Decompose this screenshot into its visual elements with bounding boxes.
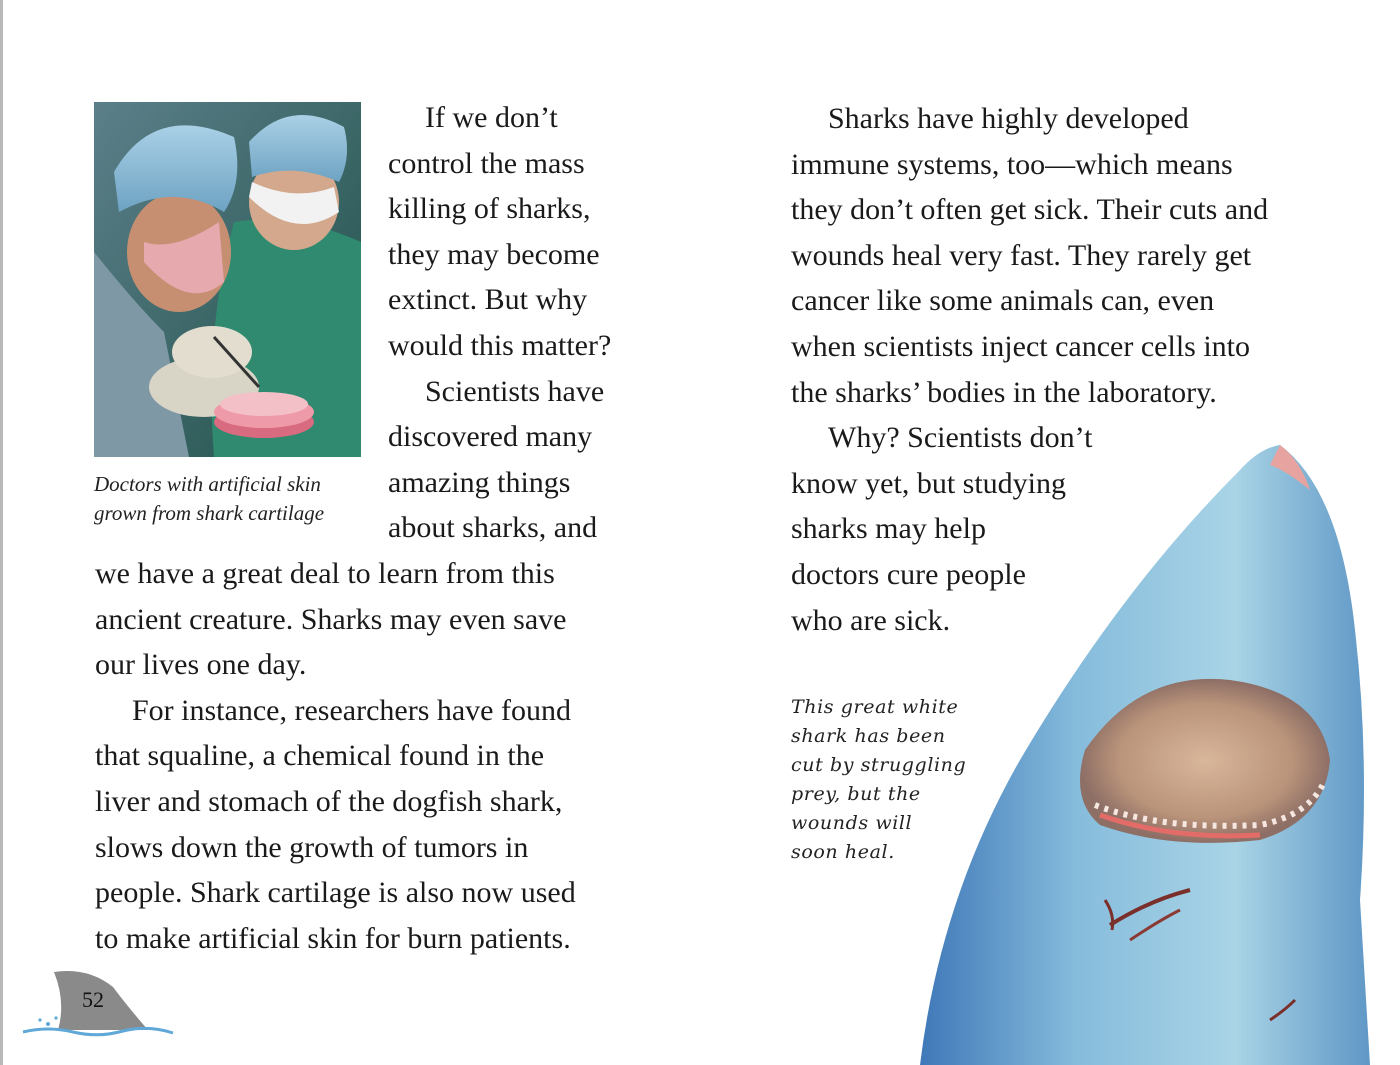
text-line: immune systems, too—which means <box>791 147 1233 181</box>
text-line: that squaline, a chemical found in the <box>95 739 545 773</box>
text-line: the sharks’ bodies in the laboratory. <box>791 375 1217 409</box>
text-line: amazing things <box>388 465 571 499</box>
text-line: doctors cure people <box>791 557 1026 591</box>
text-line: killing of sharks, <box>388 192 591 226</box>
text-line: who are sick. <box>791 603 951 637</box>
text-line: know yet, but studying <box>791 466 1066 500</box>
caption-line: shark has been <box>791 725 946 747</box>
text-line: Why? Scientists don’t <box>828 421 1093 455</box>
text-line: to make artificial skin for burn patients. <box>95 921 571 955</box>
doctors-photo <box>94 102 361 457</box>
doctors-photo-caption <box>94 470 364 528</box>
text-line: If we don’t <box>425 101 558 134</box>
left-page-wrapped-text <box>388 95 611 551</box>
right-page-text <box>791 96 1268 643</box>
text-line: cancer like some animals can, even <box>791 284 1215 318</box>
text-line: Sharks have highly developed <box>828 102 1189 135</box>
caption-line: cut by struggling <box>791 754 967 776</box>
caption-line: Doctors with artificial skin <box>94 472 321 496</box>
page-edge <box>0 0 3 1065</box>
caption-line: prey, but the <box>791 783 921 805</box>
text-line: wounds heal very fast. They rarely get <box>791 238 1252 272</box>
text-line: extinct. But why <box>388 283 588 317</box>
text-line: Scientists have <box>425 374 605 408</box>
text-line: they may become <box>388 237 600 271</box>
text-line: would this matter? <box>388 328 612 362</box>
shark-photo-caption <box>791 693 991 867</box>
text-line: they don’t often get sick. Their cuts and <box>791 193 1269 227</box>
caption-line: wounds will <box>791 812 913 834</box>
text-line: about sharks, and <box>388 511 598 545</box>
text-line: discovered many <box>388 420 593 454</box>
text-line: For instance, researchers have found <box>132 693 571 727</box>
text-line: when scientists inject cancer cells into <box>791 329 1251 363</box>
text-line: liver and stomach of the dogfish shark, <box>95 784 563 818</box>
text-line: sharks may help <box>791 512 986 546</box>
caption-line: grown from shark cartilage <box>94 501 325 525</box>
page-number: 52 <box>82 987 104 1012</box>
text-line: our lives one day. <box>95 648 307 682</box>
text-line: we have a great deal to learn from this <box>95 557 555 590</box>
caption-line: This great white <box>791 696 959 718</box>
left-page-full-text <box>95 551 576 961</box>
text-line: control the mass <box>388 146 585 180</box>
text-line: slows down the growth of tumors in <box>95 830 529 864</box>
text-line: people. Shark cartilage is also now used <box>95 876 576 910</box>
text-line: ancient creature. Sharks may even save <box>95 602 567 636</box>
caption-line: soon heal. <box>791 841 895 863</box>
